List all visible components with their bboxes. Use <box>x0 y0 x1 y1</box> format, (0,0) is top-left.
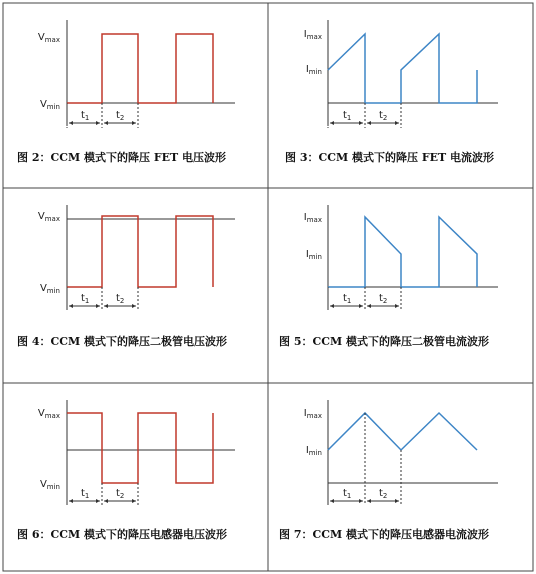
svg-text:Imax <box>304 29 322 41</box>
t2-label: $t_2$ <box>379 293 388 305</box>
imax-label: $I_{max}$ <box>303 408 322 420</box>
vmax-label: $V_{max}$ <box>37 32 60 44</box>
caption-figure-6: 图 6：CCM 模式下的降压电感器电压波形 <box>17 528 227 541</box>
svg-text:Vmin <box>40 479 60 491</box>
svg-text:Vmax <box>38 211 60 223</box>
t1-label: $t_1$ <box>343 293 352 305</box>
svg-text:Vmin <box>40 283 60 295</box>
voltage-waveform <box>67 413 213 483</box>
caption-figure-5: 图 5：CCM 模式下的降压二极管电流波形 <box>279 335 489 348</box>
vmax-label: $V_{max}$ <box>37 408 60 420</box>
panel-diode-voltage <box>38 205 235 310</box>
panel-diode-current <box>304 205 498 310</box>
t1-label: $t_1$ <box>343 110 352 122</box>
t2-label: $t_2$ <box>379 488 388 500</box>
svg-text:Imin <box>306 445 322 457</box>
svg-text:Imax <box>304 212 322 224</box>
svg-text:Imax <box>304 408 322 420</box>
t2-label: $t_2$ <box>379 110 388 122</box>
caption-figure-7: 图 7：CCM 模式下的降压电感器电流波形 <box>279 528 489 541</box>
svg-text:Vmax <box>38 32 60 44</box>
imax-label: $I_{max}$ <box>303 212 322 224</box>
svg-text:Vmin <box>40 99 60 111</box>
imin-label: $I_{min}$ <box>305 249 322 261</box>
t2-label: $t_2$ <box>116 488 125 500</box>
vmin-label: $V_{min}$ <box>39 99 60 111</box>
current-waveform <box>328 217 477 287</box>
svg-text:Imin <box>306 249 322 261</box>
panel-inductor-voltage <box>38 400 235 505</box>
voltage-waveform <box>67 216 213 287</box>
svg-text:Imin <box>306 64 322 76</box>
imin-label: $I_{min}$ <box>305 445 322 457</box>
caption-figure-4: 图 4：CCM 模式下的降压二极管电压波形 <box>17 335 227 348</box>
t1-label: $t_1$ <box>81 110 90 122</box>
t1-label: $t_1$ <box>81 293 90 305</box>
current-waveform <box>328 413 477 450</box>
imin-label: $I_{min}$ <box>305 64 322 76</box>
caption-figure-2: 图 2：CCM 模式下的降压 FET 电压波形 <box>17 151 227 164</box>
t2-label: $t_2$ <box>116 110 125 122</box>
vmin-label: $V_{min}$ <box>39 283 60 295</box>
imax-label: $I_{max}$ <box>303 29 322 41</box>
caption-figure-3: 图 3：CCM 模式下的降压 FET 电流波形 <box>285 151 495 164</box>
t2-label: $t_2$ <box>116 293 125 305</box>
vmin-label: $V_{min}$ <box>39 479 60 491</box>
panel-fet-voltage <box>38 20 235 128</box>
panel-inductor-current <box>304 400 498 505</box>
panel-fet-current <box>304 20 498 128</box>
current-waveform <box>328 34 477 103</box>
vmax-label: $V_{max}$ <box>37 211 60 223</box>
t1-label: $t_1$ <box>343 488 352 500</box>
svg-text:Vmax <box>38 408 60 420</box>
voltage-waveform <box>67 34 213 103</box>
t1-label: $t_1$ <box>81 488 90 500</box>
